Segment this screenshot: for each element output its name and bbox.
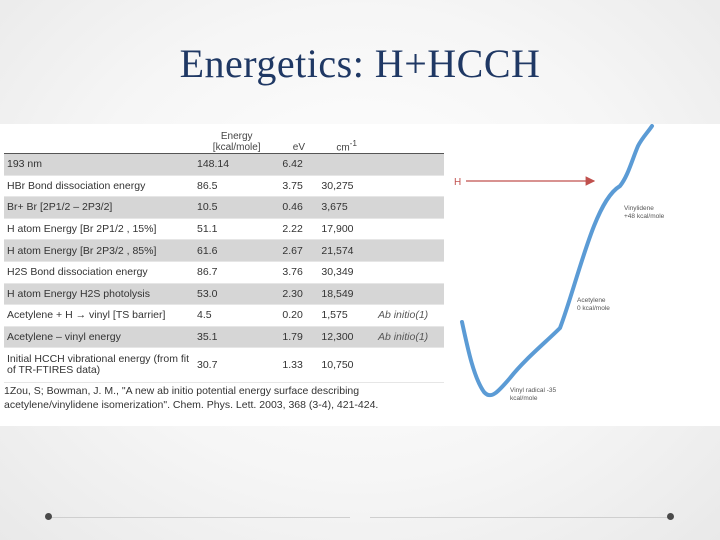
table-row xyxy=(4,261,444,283)
footer-divider-left xyxy=(50,517,350,518)
cell-ev: 2.30 xyxy=(279,283,318,305)
table-row xyxy=(4,326,444,348)
energetics-table xyxy=(4,124,444,383)
header-energy xyxy=(194,124,279,154)
cell-cm: 17,900 xyxy=(318,218,375,240)
cell-kcal: 86.7 xyxy=(194,261,279,283)
cell-source xyxy=(375,261,444,283)
table-header-row xyxy=(4,124,444,154)
cell-cm: 1,575 xyxy=(318,305,375,327)
cell-label: Br+ Br [2P1/2 – 2P3/2] xyxy=(4,197,194,219)
vinylidene-label: Vinylidene xyxy=(624,205,654,212)
table-row xyxy=(4,154,444,176)
table-row xyxy=(4,305,444,327)
table-row xyxy=(4,283,444,305)
cell-source xyxy=(375,348,444,383)
cell-source xyxy=(375,154,444,176)
cell-ev: 3.75 xyxy=(279,175,318,197)
cell-kcal: 35.1 xyxy=(194,326,279,348)
cell-kcal: 4.5 xyxy=(194,305,279,327)
reference-line-1: 1Zou, S; Bowman, J. M., "A new ab initio potential energy surface describing xyxy=(4,385,360,397)
cell-ev: 0.20 xyxy=(279,305,318,327)
header-cm: $cm^{-1}$ xyxy=(336,137,358,153)
cell-ev: 2.67 xyxy=(279,240,318,262)
cell-label: H2S Bond dissociation energy xyxy=(4,261,194,283)
vinylidene-energy: +48 kcal/mole xyxy=(624,213,665,220)
cell-cm: 21,574 xyxy=(318,240,375,262)
cell-label: H atom Energy H2S photolysis xyxy=(4,283,194,305)
cell-ev: 0.46 xyxy=(279,197,318,219)
table-row xyxy=(4,175,444,197)
cell-label: Initial HCCH vibrational energy (from fit of TR-FTIRES data) xyxy=(4,348,194,383)
cell-ev: 1.33 xyxy=(279,348,318,383)
cell-cm xyxy=(318,154,375,176)
cell-ev: 6.42 xyxy=(279,154,318,176)
vinyl-radical-label: Vinyl radical -35 xyxy=(510,387,557,394)
header-ev: eV xyxy=(292,142,306,153)
table-row xyxy=(4,240,444,262)
h-label: H xyxy=(454,177,462,188)
cell-label: 193 nm xyxy=(4,154,194,176)
header-energy-line1: Energy xyxy=(220,131,253,142)
cell-cm: 3,675 xyxy=(318,197,375,219)
cell-ev: 3.76 xyxy=(279,261,318,283)
cell-source xyxy=(375,175,444,197)
potential-energy-curve xyxy=(462,126,652,395)
cell-source: Ab initio(1) xyxy=(375,305,444,327)
energy-curve-svg xyxy=(444,124,720,426)
cell-label: HBr Bond dissociation energy xyxy=(4,175,194,197)
slide-bullet-right xyxy=(667,513,674,520)
cell-cm: 10,750 xyxy=(318,348,375,383)
reference-line-2: acetylene/vinylidene isomerization". Chem. Phys. Lett. 2003, 368 (3-4), 421-424. xyxy=(4,399,379,411)
cell-kcal: 10.5 xyxy=(194,197,279,219)
table-row xyxy=(4,218,444,240)
potential-energy-diagram xyxy=(444,124,720,426)
slide-bullet-left xyxy=(45,513,52,520)
reference-citation xyxy=(4,384,434,412)
cell-ev: 2.22 xyxy=(279,218,318,240)
cell-label: H atom Energy [Br 2P1/2 , 15%] xyxy=(4,218,194,240)
cell-cm: 18,549 xyxy=(318,283,375,305)
header-energy-line2: [kcal/mole] xyxy=(212,142,261,153)
vinyl-radical-energy: kcal/mole xyxy=(510,395,538,402)
cell-ev: 1.79 xyxy=(279,326,318,348)
cell-source xyxy=(375,283,444,305)
acetylene-label: Acetylene xyxy=(577,297,606,304)
cell-label: H atom Energy [Br 2P3/2 , 85%] xyxy=(4,240,194,262)
cell-kcal: 30.7 xyxy=(194,348,279,383)
cell-kcal: 86.5 xyxy=(194,175,279,197)
cell-cm: 30,275 xyxy=(318,175,375,197)
header-label xyxy=(4,124,194,154)
cell-cm: 12,300 xyxy=(318,326,375,348)
footer-divider-right xyxy=(370,517,670,518)
cell-kcal: 148.14 xyxy=(194,154,279,176)
cell-source xyxy=(375,197,444,219)
cell-label: Acetylene + H → vinyl [TS barrier] xyxy=(4,305,194,327)
acetylene-energy: 0 kcal/mole xyxy=(577,305,610,312)
energetics-table-panel xyxy=(0,124,444,426)
header-source xyxy=(375,124,444,154)
cell-source: Ab initio(1) xyxy=(375,326,444,348)
table-row xyxy=(4,348,444,383)
cell-label: Acetylene – vinyl energy xyxy=(4,326,194,348)
table-row xyxy=(4,197,444,219)
slide-title: Energetics: H+HCCH xyxy=(179,41,541,86)
cell-source xyxy=(375,240,444,262)
cell-source xyxy=(375,218,444,240)
cell-kcal: 61.6 xyxy=(194,240,279,262)
cell-cm: 30,349 xyxy=(318,261,375,283)
cell-kcal: 53.0 xyxy=(194,283,279,305)
cell-kcal: 51.1 xyxy=(194,218,279,240)
